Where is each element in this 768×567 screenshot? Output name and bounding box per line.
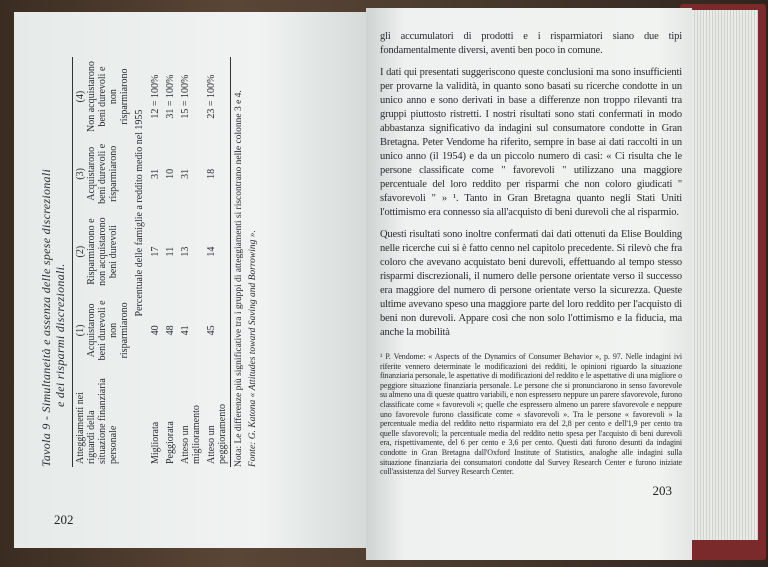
page-edges <box>686 10 758 540</box>
column-label: Non acquistarono beni durevoli e non risparmiarono <box>86 61 130 132</box>
column-label: Acquistarono beni durevoli e non risparmiarono <box>86 300 130 361</box>
cell: 10 <box>165 168 176 179</box>
table-row <box>204 57 231 467</box>
table-title-line2: e dei risparmi discrezionali. <box>53 263 67 407</box>
table-row <box>178 57 204 467</box>
table-note: Nota: Le differenze più significative tra i gruppi di atteggiamenti si riscontrano nelle colonne 3 e 4. <box>234 90 244 467</box>
page-number: 203 <box>652 482 672 498</box>
right-page-column <box>380 30 682 498</box>
column-header <box>73 211 133 291</box>
paragraph: gli accumulatori di prodotti e i risparmiatori siano due tipi fondamentalmente diversi, aventi ben poco in comune. <box>380 31 682 56</box>
column-number: (3) <box>75 167 86 180</box>
row-label: Peggiorata <box>165 421 176 464</box>
cell: 48 <box>165 325 176 336</box>
right-page <box>366 8 692 560</box>
column-number: (4) <box>75 90 86 103</box>
table-title: Tavola 9 - Simultaneità e assenza delle spese discrezionali <box>39 168 53 467</box>
body-text <box>380 30 682 348</box>
stub-header: Atteggiamenti nei riguardi della situazione finanziaria personale <box>75 378 119 464</box>
paragraph: I dati qui presentati suggeriscono queste conclusioni ma sono insufficienti per provarne la validità, in quanto sono basati su ricerche condotte in un unico anno e sono derivati in base a differenze non troppo rilevanti tra gruppi piuttosto ristretti. I nostri risultati sono stati confermati in modo abbastanza significativo da indagini sul consumatore condotte in Gran Bretagna. Peter Vendome ha riferito, sempre in base ai dati raccolti in un unico anno (il 1954) e da un piccolo numero di casi: « Ci risulta che le persone classificate come " favorevoli " utilizzano una maggiore percentuale del loro reddito per risparmi che non coloro giudicati " sfavorevoli " » ¹. Tanto in Gran Bretagna quanto negli Stati Uniti l'ottimismo era connesso sia all'acquisto di beni durevoli che al risparmio. <box>380 67 682 218</box>
cell: 31 <box>180 168 191 179</box>
column-number: (2) <box>75 245 86 258</box>
cell: 41 <box>180 325 191 336</box>
column-label: Acquistarono beni durevoli e risparmiarono <box>86 143 119 204</box>
cell: 17 <box>150 246 161 257</box>
paragraph: Questi risultati sono inoltre confermati dai dati ottenuti da Elise Boulding nelle ricerche cui si è fatto cenno nel capitolo precedente. Si rilevò che fra coloro che avevano acquistato beni durevoli, effettuando al tempo stesso risparmi discrezionali, il numero delle persone orientate verso il successo era maggiore del numero di persone orientate verso la sicurezza. Queste ultime avevano speso una maggiore parte del loro reddito per l'acquisto di beni non durevoli. Appare così che non solo l'ottimismo e la fiducia, ma anche la mobilità <box>380 229 682 338</box>
row-label: Atteso un miglioramento <box>180 405 202 464</box>
table-row <box>163 57 178 467</box>
cell: 23 = 100% <box>206 74 217 119</box>
column-header <box>73 292 133 369</box>
cell: 18 <box>206 168 217 179</box>
cell: 11 <box>165 246 176 257</box>
column-header <box>73 57 133 136</box>
cell: 31 = 100% <box>165 74 176 119</box>
column-header <box>73 136 133 211</box>
table-subheader: Percentuale delle famiglie a reddito medio nel 1955 <box>134 109 145 317</box>
cell: 13 <box>180 246 191 257</box>
left-page <box>14 12 366 548</box>
cell: 40 <box>150 325 161 336</box>
column-number: (1) <box>75 324 86 337</box>
column-label: Risparmiarono e non acquistarono beni durevoli <box>86 217 119 286</box>
row-label: Atteso un peggioramento <box>206 404 228 464</box>
cell: 14 <box>206 246 217 257</box>
rotated-table <box>39 57 329 467</box>
table-source: Fonte: G. Katona « Attitudes toward Saving and Borrowing ». <box>248 230 258 467</box>
cell: 15 = 100% <box>180 74 191 119</box>
page-number: 202 <box>54 512 74 527</box>
cell: 12 = 100% <box>150 74 161 119</box>
row-label: Migliorata <box>150 421 161 464</box>
table-row <box>148 57 163 467</box>
footnote: ¹ P. Vendome: « Aspects of the Dynamics of Consumer Behavior », p. 97. Nelle indagini ivi riferite vennero determinate le modificazioni dei redditi, le opinioni riguardo la situazione finanziaria personale, le aspettative di modificazioni del reddito e le aspettative di una migliore o peggiore situazione finanziaria personale. Le persone che si pronunciarono in senso favorevole su almeno una di queste quattro variabili, e non espressero neppure un parere sfavorevole, furono classificate come « favorevoli »; quelle che espressero almeno un parere sfavorevole e neppure uno favorevole furono classificate come « sfavorevoli ». Tra le persone « favorevoli » la percentuale media del reddito netto risparmiato era del 2,8 per cento e dell'1,9 per cento tra quelle sfavorevoli; la percentuale media del reddito netto spesa per l'acquisto di beni durevoli era, rispettivamente, del 6 per cento e 3,6 per cento. Questi dati furono desunti da indagini condotte in Gran Bretagna dall'Oxford Institute of Statistics, analoghe alle indagini sulla situazione finanziaria dei consumatori condotte dal Survey Research Center e furono iniziate coll'assistenza del Survey Research Center. <box>380 352 682 477</box>
cell: 45 <box>206 325 217 336</box>
cell: 31 <box>150 168 161 179</box>
data-table <box>72 57 231 467</box>
table-header-row <box>73 57 133 467</box>
